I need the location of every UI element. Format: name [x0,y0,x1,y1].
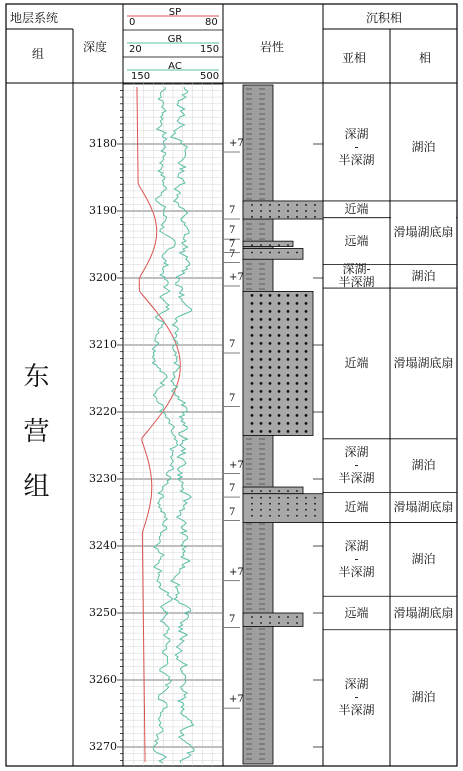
sand-dot [278,503,280,505]
sand-dot [269,244,271,246]
sand-dot [296,490,298,492]
sand-dot [296,622,298,624]
sand-dot [296,210,298,212]
sand-dot [251,350,254,353]
depth-tick-label: 3200 [89,271,117,284]
facies-label: 湖泊 [411,551,436,566]
depth-tick-label: 3270 [89,740,117,753]
lithology-code: +7 [229,459,244,471]
sand-dot [251,302,254,305]
lithology-code: 7 [229,225,236,237]
sand-dot [278,509,280,511]
depth-tick-label: 3190 [89,204,117,217]
sand-dot [296,374,299,377]
sand-dot [305,358,308,361]
sand-dot [305,515,307,517]
sand-dot [314,497,316,499]
sand-dot [260,406,263,409]
sand-dot [260,382,263,385]
sand-dot [269,390,272,393]
sand-dot [251,390,254,393]
sand-dot [287,204,289,206]
sand-dot [287,622,289,624]
sand-dot [269,382,272,385]
subfacies-header: 亚相 [342,51,367,65]
sand-dot [251,515,253,517]
lithology-code: 7 [229,483,236,495]
sand-dot [269,422,272,425]
sand-dot [305,503,307,505]
sand-dot [296,497,298,499]
facies-label: 滑塌湖底扇 [393,355,454,370]
sand-dot [269,334,272,337]
depth-tick-label: 3250 [89,606,117,619]
sand-dot [287,422,290,425]
sand-dot [251,244,253,246]
sand-dot [251,616,253,618]
sand-dot [251,252,253,254]
sand-dot [278,366,281,369]
depth-tick-label: 3230 [89,472,117,485]
sand-dot [287,358,290,361]
sand-dot [296,310,299,313]
sand-dot [260,616,262,618]
sand-dot [251,342,254,345]
sand-dot [305,406,308,409]
sand-dot [305,390,308,393]
sand-dot [314,204,316,206]
sand-dot [269,204,271,206]
sand-dot [287,497,289,499]
sp-scale-min: 0 [129,17,136,28]
sandstone-bed-6 [243,613,303,626]
sand-dot [305,204,307,206]
sand-dot [287,490,289,492]
sand-dot [260,503,262,505]
sand-dot [269,430,272,433]
lithology-code: 7 [229,205,236,216]
sand-dot [287,414,290,417]
sand-dot [287,366,290,369]
lithology-code: +7 [229,566,244,578]
depth-tick-label: 3260 [89,673,117,686]
sandstone-bed-3 [243,291,313,435]
sand-dot [260,252,262,254]
sand-dot [260,318,263,321]
subfacies-label: 深湖 - 半深湖 [338,538,375,579]
ac-scale-name: AC [168,61,182,72]
sand-dot [296,252,298,254]
sand-dot [278,310,281,313]
sand-dot [305,509,307,511]
sand-dot [260,350,263,353]
sand-dot [251,318,254,321]
subfacies-label: 近端 [344,355,369,370]
sandstone-bed-2 [243,249,303,260]
sand-dot [269,358,272,361]
sand-dot [278,390,281,393]
sand-dot [278,430,281,433]
sand-dot [296,334,299,337]
sand-dot [260,216,262,218]
sandstone-bed-0 [243,201,323,219]
sand-dot [314,509,316,511]
sand-dot [305,422,308,425]
gr-scale-name: GR [167,34,183,45]
sand-dot [314,515,316,517]
sand-dot [278,252,280,254]
sand-dot [296,414,299,417]
sand-dot [278,326,281,329]
sand-dot [296,350,299,353]
sand-dot [260,310,263,313]
facies-label: 滑塌湖底扇 [393,605,454,620]
sand-dot [287,515,289,517]
subfacies-label: 近端 [344,499,369,514]
sand-dot [305,334,308,337]
sand-dot [260,622,262,624]
lithology-header: 岩性 [260,40,285,54]
sand-dot [314,216,316,218]
sand-dot [278,302,281,305]
facies-label: 湖泊 [411,139,436,154]
sand-dot [278,382,281,385]
sand-dot [305,374,308,377]
lithology-code: 7 [229,238,236,250]
subfacies-label: 深湖 - 半深湖 [338,126,375,167]
sand-dot [305,366,308,369]
sand-dot [269,509,271,511]
sand-dot [305,382,308,385]
sand-dot [269,414,272,417]
gr-scale-min: 20 [129,44,142,55]
sand-dot [305,210,307,212]
sand-dot [305,430,308,433]
sand-dot [296,503,298,505]
sand-dot [296,509,298,511]
facies-group-header: 沉积相 [366,11,403,25]
facies-label: 湖泊 [411,458,436,473]
sand-dot [269,318,272,321]
sand-dot [260,422,263,425]
ac-scale-min: 150 [131,71,151,82]
depth-tick-label: 3220 [89,405,117,418]
ac-scale-max: 500 [200,71,220,82]
sand-dot [251,334,254,337]
sp-scale-max: 80 [205,17,218,28]
sandstone-bed-5 [243,494,323,523]
lithology-code: +7 [229,694,244,706]
sand-dot [251,216,253,218]
sand-dot [296,430,299,433]
lithology-code: +7 [229,272,244,283]
sand-dot [269,326,272,329]
sand-dot [260,244,262,246]
subfacies-label: 深湖- 半深湖 [338,262,375,290]
sand-dot [287,318,290,321]
sand-dot [260,430,263,433]
sand-dot [269,616,271,618]
sand-dot [305,310,308,313]
sand-dot [296,294,299,297]
sand-dot [251,366,254,369]
sand-dot [251,310,254,313]
sand-dot [278,490,280,492]
subfacies-label: 近端 [344,201,369,216]
sand-dot [296,616,298,618]
sand-dot [269,350,272,353]
sand-dot [287,509,289,511]
sand-dot [287,374,290,377]
sand-dot [251,326,254,329]
sand-dot [260,342,263,345]
sand-dot [278,374,281,377]
sand-dot [287,244,289,246]
sand-dot [251,622,253,624]
formation-char-3: 组 [23,472,50,502]
sand-dot [296,326,299,329]
sand-dot [269,294,272,297]
sand-dot [278,515,280,517]
sand-dot [269,503,271,505]
depth-tick-label: 3210 [89,338,117,351]
sand-dot [305,414,308,417]
sand-dot [251,497,253,499]
sand-dot [269,310,272,313]
sand-dot [278,350,281,353]
sand-dot [260,509,262,511]
sand-dot [251,294,254,297]
sand-dot [278,358,281,361]
depth-header: 深度 [83,40,108,54]
depth-tick-label: 3180 [89,137,117,150]
sand-dot [251,398,254,401]
sand-dot [269,398,272,401]
sand-dot [296,390,299,393]
merge-mask [391,217,456,219]
sand-dot [305,342,308,345]
sand-dot [260,497,262,499]
sand-dot [251,422,254,425]
sand-dot [269,210,271,212]
sand-dot [287,252,289,254]
sand-dot [260,210,262,212]
sand-dot [260,398,263,401]
sand-dot [296,515,298,517]
sand-dot [251,204,253,206]
sand-dot [296,216,298,218]
lithology-code: 7 [229,248,236,260]
sand-dot [278,422,281,425]
depth-tick-label: 3240 [89,539,117,552]
sand-dot [269,497,271,499]
sand-dot [278,342,281,345]
facies-label: 湖泊 [411,268,436,283]
sand-dot [287,616,289,618]
subfacies-label: 远端 [344,233,369,248]
sand-dot [296,302,299,305]
formation-char-2: 营 [23,417,50,447]
sand-dot [296,398,299,401]
sand-dot [269,374,272,377]
sand-dot [287,302,290,305]
sand-dot [305,318,308,321]
sand-dot [251,430,254,433]
sand-dot [278,406,281,409]
sand-dot [260,334,263,337]
sand-dot [260,302,263,305]
sand-dot [287,406,290,409]
sand-dot [296,358,299,361]
sand-dot [296,318,299,321]
sand-dot [305,302,308,305]
sand-dot [305,216,307,218]
gr-curve [152,87,177,763]
sand-dot [260,326,263,329]
sand-dot [269,252,271,254]
sand-dot [278,216,280,218]
sand-dot [269,490,271,492]
sand-dot [296,382,299,385]
sand-dot [287,326,290,329]
sand-dot [287,216,289,218]
sand-dot [278,294,281,297]
sand-dot [260,358,263,361]
sand-dot [305,326,308,329]
facies-header: 相 [419,51,432,65]
sand-dot [287,210,289,212]
sand-dot [278,244,280,246]
facies-label: 湖泊 [411,690,436,705]
sand-dot [287,503,289,505]
sand-dot [260,204,262,206]
sand-dot [251,509,253,511]
sand-dot [260,515,262,517]
sand-dot [260,490,262,492]
sand-dot [278,398,281,401]
lithology-code: +7 [229,138,244,149]
sand-dot [251,414,254,417]
sandstone-bed-1 [243,241,293,246]
sand-dot [278,497,280,499]
sand-dot [269,406,272,409]
sand-dot [296,366,299,369]
sand-dot [287,390,290,393]
formation-header: 组 [32,47,45,61]
sand-dot [287,350,290,353]
sand-dot [260,374,263,377]
sand-dot [269,342,272,345]
sand-dot [260,414,263,417]
sand-dot [287,382,290,385]
outer-border [6,4,457,766]
facies-label: 滑塌湖底扇 [393,225,454,240]
sand-dot [278,210,280,212]
lithology-code: 7 [229,613,236,625]
sand-dot [251,490,253,492]
sand-dot [296,406,299,409]
sand-dot [314,210,316,212]
sand-dot [287,342,290,345]
lithology-code: 7 [229,392,236,404]
sand-dot [260,390,263,393]
sand-dot [296,422,299,425]
strat-system-header: 地层系统 [10,11,59,25]
sand-dot [251,503,253,505]
sand-dot [278,622,280,624]
sand-dot [314,503,316,505]
sand-dot [251,382,254,385]
sand-dot [287,310,290,313]
sand-dot [287,430,290,433]
sand-dot [278,616,280,618]
sand-dot [269,302,272,305]
sand-dot [269,366,272,369]
subfacies-label: 深湖 - 半深湖 [338,677,375,718]
sand-dot [260,366,263,369]
sand-dot [305,294,308,297]
sand-dot [278,414,281,417]
sand-dot [287,398,290,401]
sand-dot [251,406,254,409]
sand-dot [305,350,308,353]
sand-dot [287,334,290,337]
sand-dot [305,398,308,401]
sand-dot [296,204,298,206]
lithology-code: 7 [229,339,236,350]
sand-dot [278,204,280,206]
sand-dot [269,622,271,624]
sand-dot [251,358,254,361]
sand-dot [287,294,290,297]
ac-curve [171,87,194,763]
sand-dot [278,334,281,337]
sand-dot [296,342,299,345]
subfacies-label: 深湖 - 半深湖 [338,445,375,486]
sp-scale-name: SP [168,7,182,18]
lithology-code: 7 [229,506,236,518]
formation-char-1: 东 [23,362,50,392]
sand-dot [269,515,271,517]
sand-dot [278,318,281,321]
sand-dot [251,374,254,377]
sand-dot [269,216,271,218]
sand-dot [251,210,253,212]
gr-scale-max: 150 [200,44,220,55]
sand-dot [305,497,307,499]
subfacies-label: 远端 [344,605,369,620]
facies-label: 滑塌湖底扇 [393,499,454,514]
sand-dot [260,294,263,297]
